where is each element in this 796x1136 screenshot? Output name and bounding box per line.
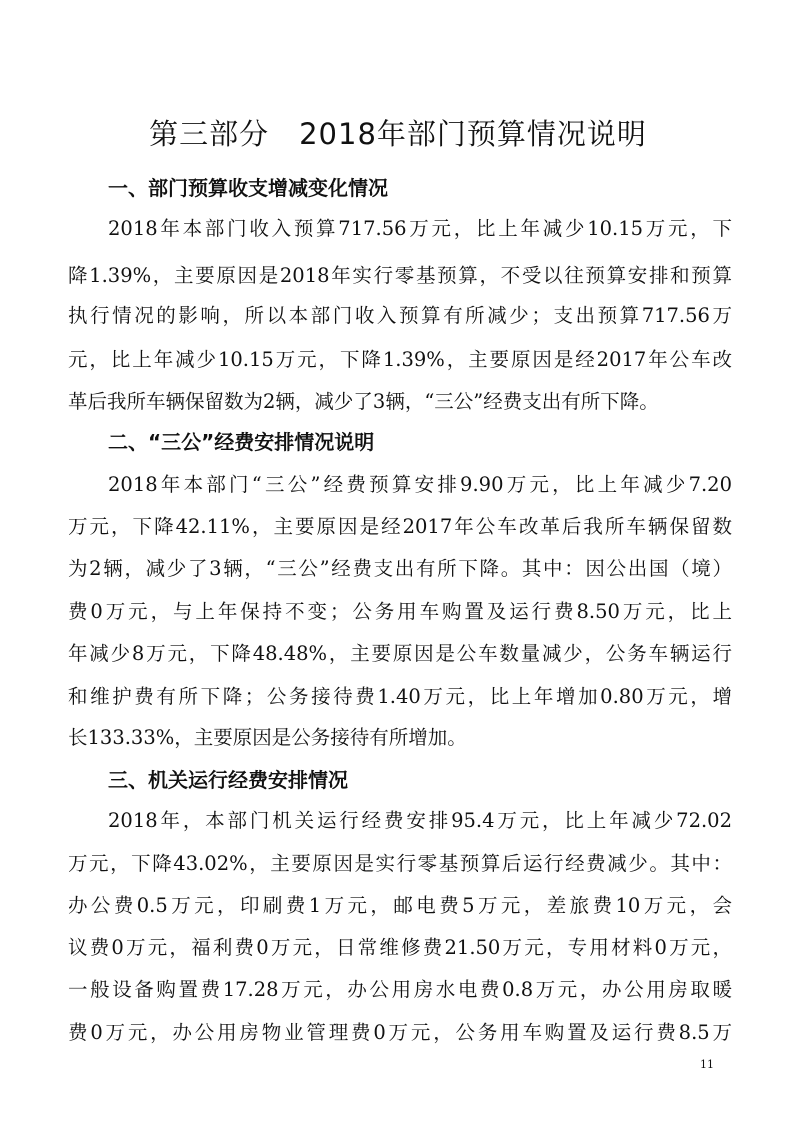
paragraph-line: 一般设备购置费17.28万元，办公用房水电费0.8万元，办公用房取暖 [68, 978, 732, 1001]
section-heading-1: 一、部门预算收支增减变化情况 [108, 176, 388, 200]
paragraph-line: 2018年本部门收入预算717.56万元，比上年减少10.15万元，下 [108, 217, 732, 240]
paragraph-line: 元，比上年减少10.15万元，下降1.39%，主要原因是经2017年公车改 [68, 348, 732, 371]
paragraph-line: 万元，下降43.02%，主要原因是实行零基预算后运行经费减少。其中： [68, 852, 732, 875]
paragraph-line: 万元，下降42.11%，主要原因是经2017年公车改革后我所车辆保留数 [68, 515, 732, 538]
page-title: 第三部分 2018年部门预算情况说明 [149, 117, 647, 151]
paragraph-line: 年减少8万元，下降48.48%，主要原因是公车数量减少，公务车辆运行 [68, 642, 732, 665]
paragraph-line: 费0万元，办公用房物业管理费0万元，公务用车购置及运行费8.5万 [68, 1021, 732, 1044]
paragraph-line: 2018年本部门“三公”经费预算安排9.90万元，比上年减少7.20 [108, 473, 732, 496]
paragraph-line: 议费0万元，福利费0万元，日常维修费21.50万元，专用材料0万元， [68, 936, 732, 959]
paragraph-line: 革后我所车辆保留数为2辆，减少了3辆，“三公”经费支出有所下降。 [68, 390, 659, 413]
section-heading-3: 三、机关运行经费安排情况 [108, 768, 348, 792]
paragraph-line: 长133.33%，主要原因是公务接待有所增加。 [68, 726, 467, 749]
paragraph-line: 和维护费有所下降；公务接待费1.40万元，比上年增加0.80万元，增 [68, 685, 732, 708]
paragraph-line: 执行情况的影响，所以本部门收入预算有所减少；支出预算717.56万 [68, 304, 732, 327]
paragraph-line: 费0万元，与上年保持不变；公务用车购置及运行费8.50万元，比上 [68, 600, 732, 623]
paragraph-line: 办公费0.5万元，印刷费1万元，邮电费5万元，差旅费10万元，会 [68, 894, 732, 917]
paragraph-line: 2018年，本部门机关运行经费安排95.4万元，比上年减少72.02 [108, 809, 732, 832]
section-heading-2: 二、“三公”经费安排情况说明 [108, 430, 375, 454]
paragraph-line: 为2辆，减少了3辆，“三公”经费支出有所下降。其中：因公出国（境） [68, 557, 732, 580]
page-number: 11 [700, 1058, 714, 1071]
paragraph-line: 降1.39%，主要原因是2018年实行零基预算，不受以往预算安排和预算 [68, 264, 732, 287]
